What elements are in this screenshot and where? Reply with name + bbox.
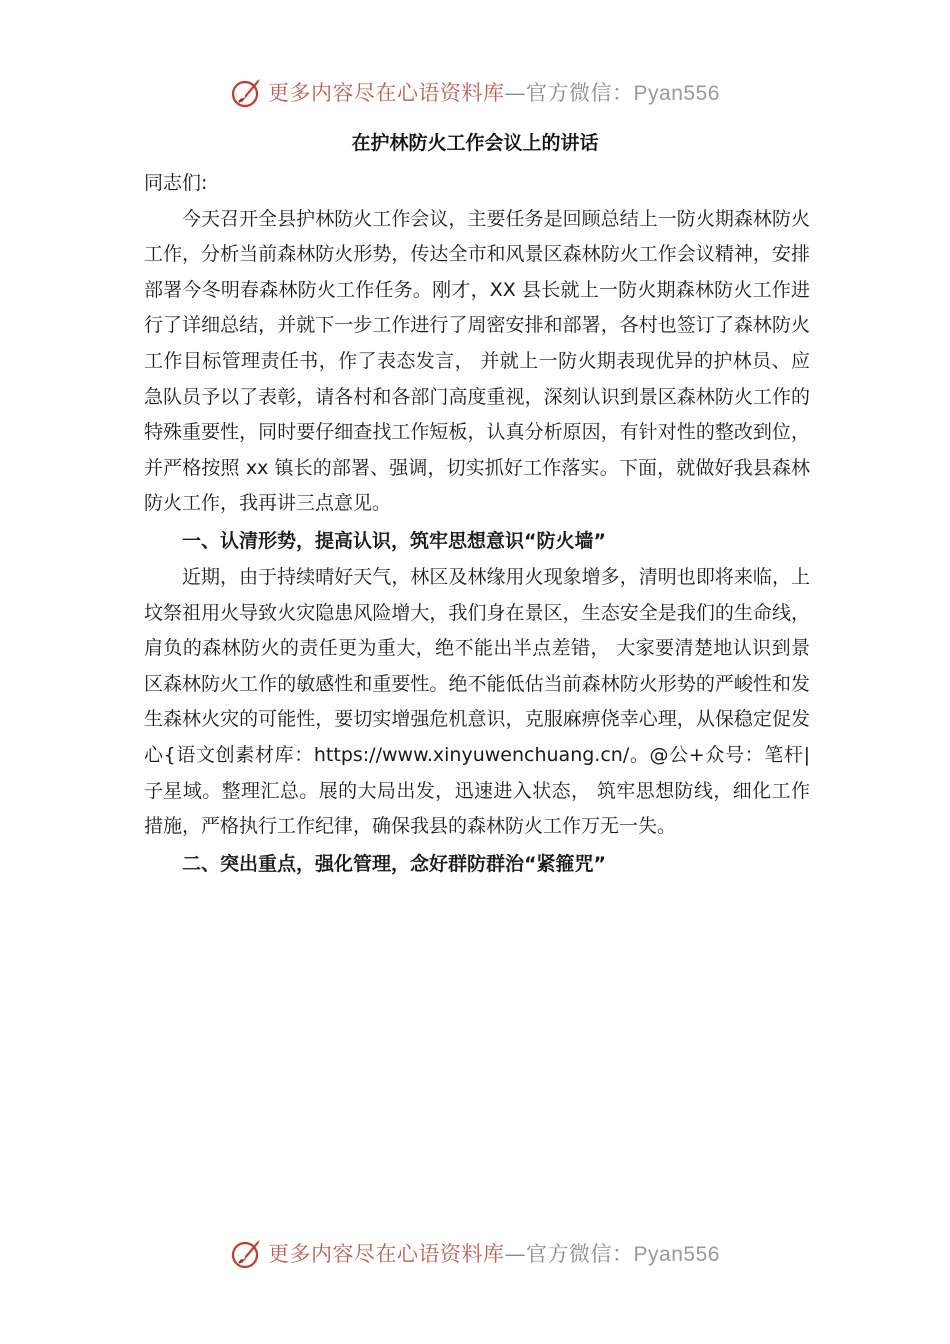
banner-text [268,1238,720,1268]
quill-pen-logo-icon [230,75,264,109]
document-title: 在护林防火工作会议上的讲话 [351,132,599,154]
footer-banner [0,1233,950,1273]
quill-pen-logo-icon [230,1236,264,1270]
header-banner [0,72,950,112]
banner-wechat-id: Pyan556 [633,82,720,105]
paragraph-intro: 今天召开全县护林防火工作会议，主要任务是回顾总结上一防火期森林防火工作，分析当前森林防火形势，传达全市和风景区森林防火工作会议精神，安排部署今冬明春森林防火工作任务。刚才，XX 县长就上一防火期森林防火工作进行了详细总结，并就下一步工作进行了周密安排和部署，各村也签订了森林防火工作目标管理责任书，作了表态发言， 并就上一防火期表现优异的护林员、应急队员予以了表彰，请各村和各部门高度重视，深刻认识到景区森林防火工作的特殊重要性，同时要仔细查找工作短板，认真分析原因，有针对性的整改到位，并严格按照 xx 镇长的部署、强调，切实抓好工作落实。下面，就做好我县森林防火工作，我再讲三点意见。 [144,207,810,515]
banner-text-contact: —官方微信： [504,81,634,105]
banner-text [268,77,720,107]
banner-text-main: 更多内容尽在心语资料库 [268,81,505,105]
salutation: 同志们: [144,172,208,194]
banner-text-main: 更多内容尽在心语资料库 [268,1242,505,1266]
section-heading-2: 二、突出重点，强化管理，念好群防群治“紧箍咒” [182,852,606,875]
document-body [144,166,810,883]
banner-text-contact: —官方微信： [504,1242,634,1266]
section-heading-1: 一、认清形势，提高认识，筑牢思想意识“防火墙” [182,529,606,552]
paragraph-section-1: 近期，由于持续晴好天气，林区及林缘用火现象增多，清明也即将来临，上坟祭祖用火导致火灾隐患风险增大，我们身在景区，生态安全是我们的生命线，肩负的森林防火的责任更为重大，绝不能出半点差错， 大家要清楚地认识到景区森林防火工作的敏感性和重要性。绝不能低估当前森林防火形势的严峻性和发生森林火灾的可能性，要切实增强危机意识，克服麻痹侥幸心理，从保稳定促发心{语文创素材库：https://www.xinyuwenchuang.cn/。@公+众号：笔杆|子星域。整理汇总。展的大局出发，迅速进入状态， 筑牢思想防线，细化工作措施，严格执行工作纪律，确保我县的森林防火工作万无一失。 [144,565,810,838]
banner-wechat-id: Pyan556 [633,1243,720,1266]
